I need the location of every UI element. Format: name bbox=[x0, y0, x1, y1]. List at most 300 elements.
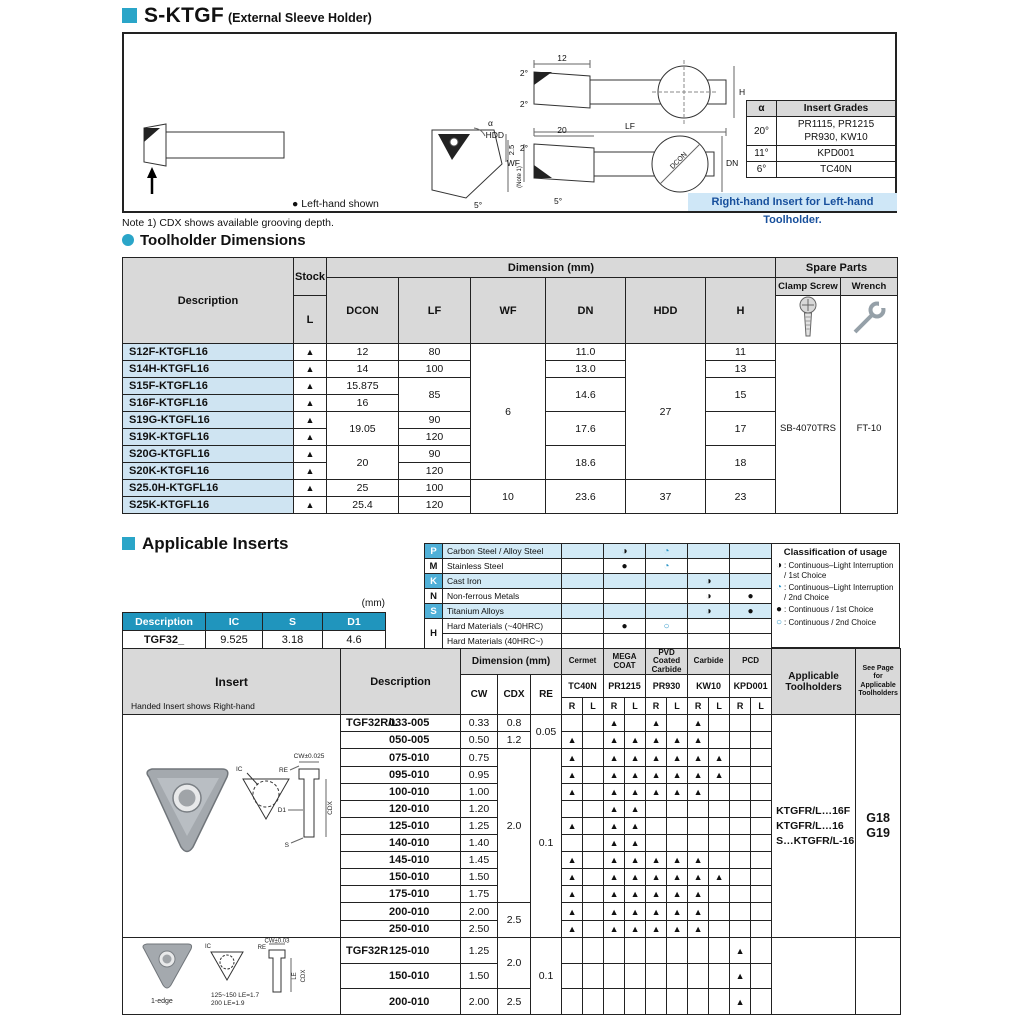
grade-availability-mark bbox=[709, 852, 730, 869]
re-value: 0.05 bbox=[531, 715, 562, 749]
grade-availability-mark bbox=[562, 989, 583, 1015]
cw-value: 1.75 bbox=[461, 886, 498, 903]
insert-dimensions-table bbox=[122, 612, 386, 649]
usage-mark bbox=[562, 544, 604, 559]
mm-unit-label: (mm) bbox=[361, 598, 385, 609]
usage-mark: ◑ bbox=[688, 604, 730, 619]
grade-availability-mark bbox=[751, 732, 772, 749]
dimension-value: 85 bbox=[399, 378, 471, 412]
dim-20-label: 20 bbox=[557, 125, 567, 135]
usage-mark bbox=[604, 634, 646, 649]
dims-ic-header: IC bbox=[206, 613, 263, 631]
legend-text: : Continuous–Light Interruption / 1st Choice bbox=[784, 561, 894, 580]
grade-availability-mark bbox=[709, 818, 730, 835]
grade-availability-mark bbox=[730, 852, 751, 869]
dimension-value: 18 bbox=[706, 446, 776, 480]
material-label: Titanium Alloys bbox=[443, 604, 562, 619]
insert-description bbox=[341, 938, 461, 964]
grade-availability-mark bbox=[604, 989, 625, 1015]
toolholder-row bbox=[123, 344, 898, 361]
ic-label: IC bbox=[236, 766, 243, 774]
insert-header-title: Insert bbox=[215, 674, 248, 689]
toolholder-description: S19G-KTGFL16 bbox=[123, 412, 294, 429]
insert-outline-drawing bbox=[211, 944, 291, 992]
insert-description bbox=[341, 921, 461, 938]
grade-availability-mark: ▲ bbox=[562, 784, 583, 801]
toolholder-description: S19K-KTGFL16 bbox=[123, 429, 294, 446]
grade-availability-mark bbox=[730, 749, 751, 767]
grade-availability-mark bbox=[583, 903, 604, 921]
dimension-value: 25.4 bbox=[327, 497, 399, 514]
col-hdd-header: HDD bbox=[626, 278, 706, 344]
insert-number: 033-005 bbox=[389, 717, 430, 730]
stock-mark: ▲ bbox=[294, 395, 327, 412]
material-row bbox=[425, 619, 772, 634]
grade-availability-mark bbox=[646, 801, 667, 818]
grade-availability-mark bbox=[562, 963, 583, 989]
col-dcon-header: DCON bbox=[327, 278, 399, 344]
dimension-value: 11 bbox=[706, 344, 776, 361]
page-ref: G19 bbox=[866, 826, 890, 841]
grade-code-tc40n: TC40N bbox=[562, 675, 604, 698]
grade-availability-mark: ▲ bbox=[625, 869, 646, 886]
applicable-inserts-table bbox=[122, 648, 901, 1015]
toolholder-description: S14H-KTGFL16 bbox=[123, 361, 294, 378]
spare-part-value: FT-10 bbox=[841, 344, 898, 514]
dimension-value: 20 bbox=[327, 446, 399, 480]
col-h-header: H bbox=[706, 278, 776, 344]
dims-description-header: Description bbox=[123, 613, 206, 631]
grade-availability-mark bbox=[751, 715, 772, 732]
grades-angle-header: α bbox=[747, 101, 777, 117]
dimension-value: 17 bbox=[706, 412, 776, 446]
insert-description bbox=[341, 818, 461, 835]
grade-availability-mark bbox=[583, 852, 604, 869]
dim-12-label: 12 bbox=[557, 53, 567, 63]
cdx-value: 0.8 bbox=[498, 715, 531, 732]
rl-header: L bbox=[625, 698, 646, 715]
grade-availability-mark bbox=[688, 801, 709, 818]
usage-mark bbox=[730, 544, 772, 559]
grade-angle: 11° bbox=[747, 146, 777, 162]
insert-description bbox=[341, 835, 461, 852]
insert-description bbox=[341, 903, 461, 921]
usage-mark bbox=[562, 574, 604, 589]
cw-value: 1.45 bbox=[461, 852, 498, 869]
grade-availability-mark: ▲ bbox=[604, 818, 625, 835]
insert-description bbox=[341, 767, 461, 784]
usage-mark: ◑ bbox=[604, 544, 646, 559]
usage-mark: ◑ bbox=[688, 574, 730, 589]
grade-availability-mark bbox=[646, 938, 667, 964]
grade-availability-mark: ▲ bbox=[688, 852, 709, 869]
col-stock-l-header: L bbox=[294, 296, 327, 344]
col-spare-parts-header: Spare Parts bbox=[776, 258, 898, 278]
usage-mark bbox=[604, 589, 646, 604]
grade-availability-mark bbox=[709, 938, 730, 964]
grade-availability-mark bbox=[562, 835, 583, 852]
grade-availability-mark: ▲ bbox=[667, 784, 688, 801]
grade-availability-mark bbox=[709, 784, 730, 801]
grade-availability-mark bbox=[667, 818, 688, 835]
applicable-toolholders-cell bbox=[772, 938, 856, 1015]
insert-number: 200-010 bbox=[389, 905, 430, 918]
dim-2-5-label: 2.5 bbox=[507, 144, 516, 156]
insert-number: 145-010 bbox=[389, 854, 430, 867]
workpiece-material-table bbox=[424, 543, 772, 649]
usage-mark bbox=[562, 589, 604, 604]
dcon-label: DCON bbox=[669, 151, 689, 171]
rl-header: R bbox=[562, 698, 583, 715]
spare-part-value: SB-4070TRS bbox=[776, 344, 841, 514]
grade-availability-mark: ▲ bbox=[667, 921, 688, 938]
dimension-value: 80 bbox=[399, 344, 471, 361]
insert-drawing-group1 bbox=[123, 715, 339, 934]
dimension-value: 100 bbox=[399, 480, 471, 497]
insert-description bbox=[341, 784, 461, 801]
grade-availability-mark: ▲ bbox=[625, 784, 646, 801]
le-note-125: 125~150 LE=1.7 bbox=[211, 992, 260, 1000]
grade-availability-mark bbox=[583, 784, 604, 801]
rl-header: R bbox=[688, 698, 709, 715]
grade-availability-mark bbox=[709, 835, 730, 852]
stock-mark: ▲ bbox=[294, 446, 327, 463]
usage-mark: ● bbox=[604, 619, 646, 634]
insert-number: 175-010 bbox=[389, 888, 430, 901]
dimension-value: 23 bbox=[706, 480, 776, 514]
grade-line: TC40N bbox=[820, 164, 852, 175]
usage-mark bbox=[730, 574, 772, 589]
col-dimension-mm-header: Dimension (mm) bbox=[461, 649, 562, 675]
dimension-value: 6 bbox=[471, 344, 546, 480]
angle-2deg-lower-label: 2° bbox=[519, 143, 528, 153]
usage-mark bbox=[730, 634, 772, 649]
grade-availability-mark: ▲ bbox=[604, 852, 625, 869]
cw-value: 0.75 bbox=[461, 749, 498, 767]
grade-names bbox=[777, 162, 896, 178]
grade-availability-mark: ▲ bbox=[625, 732, 646, 749]
insert-description bbox=[341, 852, 461, 869]
material-row bbox=[425, 589, 772, 604]
grade-availability-mark bbox=[688, 938, 709, 964]
insert-description bbox=[341, 732, 461, 749]
one-edge-label: 1-edge bbox=[151, 998, 173, 1006]
grade-group-carbide: Carbide bbox=[688, 649, 730, 675]
grade-availability-mark bbox=[709, 801, 730, 818]
grade-availability-mark bbox=[583, 715, 604, 732]
insert-number: 125-010 bbox=[389, 820, 430, 833]
usage-mark bbox=[730, 559, 772, 574]
grade-availability-mark: ▲ bbox=[562, 869, 583, 886]
grade-availability-mark bbox=[625, 715, 646, 732]
grade-names bbox=[777, 146, 896, 162]
grade-availability-mark bbox=[688, 835, 709, 852]
insert-grade-row bbox=[747, 162, 896, 178]
usage-mark bbox=[604, 604, 646, 619]
legend-symbol: ◑ bbox=[776, 560, 783, 571]
grade-line: PR1115, PR1215 bbox=[797, 119, 875, 130]
cw-value: 0.50 bbox=[461, 732, 498, 749]
grade-availability-mark: ▲ bbox=[688, 869, 709, 886]
grade-availability-mark bbox=[688, 989, 709, 1015]
grade-availability-mark bbox=[646, 818, 667, 835]
dims-s-header: S bbox=[263, 613, 323, 631]
grade-availability-mark: ▲ bbox=[625, 801, 646, 818]
applicable-inserts-title: Applicable Inserts bbox=[142, 534, 289, 553]
rl-header: R bbox=[730, 698, 751, 715]
toolholder-ref: S…KTGFR/L-16 bbox=[776, 834, 855, 847]
insert-series-prefix: TGF32R/L bbox=[346, 717, 398, 730]
insert-series-prefix: TGF32R bbox=[346, 944, 389, 957]
grade-availability-mark bbox=[583, 921, 604, 938]
material-label: Hard Materials (40HRC~) bbox=[443, 634, 562, 649]
col-cw-header: CW bbox=[461, 675, 498, 715]
insert-number: 100-010 bbox=[389, 786, 430, 799]
ic-label: IC bbox=[205, 944, 211, 951]
section-square-icon bbox=[122, 8, 137, 23]
grade-availability-mark: ▲ bbox=[562, 818, 583, 835]
rl-header: R bbox=[646, 698, 667, 715]
grade-availability-mark: ▲ bbox=[667, 749, 688, 767]
grade-group-megacoat: MEGA COAT bbox=[604, 649, 646, 675]
grade-availability-mark: ▲ bbox=[688, 715, 709, 732]
grade-availability-mark bbox=[667, 801, 688, 818]
left-hand-shown-note: ● Left-hand shown bbox=[292, 198, 379, 210]
applicable-toolholders-cell bbox=[772, 715, 856, 938]
toolholder-dimensions-table bbox=[122, 257, 898, 514]
material-label: Stainless Steel bbox=[443, 559, 562, 574]
grade-availability-mark: ▲ bbox=[709, 767, 730, 784]
grade-availability-mark bbox=[751, 818, 772, 835]
grade-availability-mark: ▲ bbox=[604, 749, 625, 767]
stock-mark: ▲ bbox=[294, 497, 327, 514]
material-row bbox=[425, 574, 772, 589]
grade-availability-mark bbox=[583, 886, 604, 903]
grade-availability-mark bbox=[730, 715, 751, 732]
grade-availability-mark bbox=[625, 963, 646, 989]
grade-availability-mark bbox=[730, 784, 751, 801]
insert-description bbox=[341, 715, 461, 732]
cw-value: 1.00 bbox=[461, 784, 498, 801]
stock-mark: ▲ bbox=[294, 480, 327, 497]
grade-availability-mark: ▲ bbox=[604, 767, 625, 784]
grade-availability-mark bbox=[730, 818, 751, 835]
grade-availability-mark bbox=[751, 801, 772, 818]
col-insert-header bbox=[123, 649, 341, 715]
grade-availability-mark bbox=[709, 921, 730, 938]
grade-availability-mark: ▲ bbox=[646, 903, 667, 921]
page-title: S-KTGF bbox=[144, 4, 224, 27]
legend-symbol: ○ bbox=[776, 617, 783, 629]
usage-mark: ◔ bbox=[646, 544, 688, 559]
usage-mark bbox=[646, 574, 688, 589]
dims-d1-header: D1 bbox=[323, 613, 386, 631]
grade-availability-mark: ▲ bbox=[604, 835, 625, 852]
right-hand-insert-note: Right-hand Insert for Left-hand Toolholder. bbox=[688, 193, 897, 211]
insert-description bbox=[341, 989, 461, 1015]
grade-availability-mark: ▲ bbox=[688, 749, 709, 767]
grade-availability-mark bbox=[730, 903, 751, 921]
handed-insert-note: Handed Insert shows Right-hand bbox=[131, 701, 255, 712]
cw-value: 1.20 bbox=[461, 801, 498, 818]
grade-availability-mark: ▲ bbox=[562, 921, 583, 938]
see-page-cell bbox=[856, 715, 901, 938]
legend-text: : Continuous–Light Interruption / 2nd Choice bbox=[784, 583, 894, 602]
grade-availability-mark: ▲ bbox=[625, 886, 646, 903]
usage-mark: ● bbox=[730, 604, 772, 619]
usage-mark bbox=[646, 604, 688, 619]
ic-value: 9.525 bbox=[206, 631, 263, 649]
col-dn-header: DN bbox=[546, 278, 626, 344]
grade-availability-mark bbox=[730, 921, 751, 938]
insert-number: 150-010 bbox=[389, 871, 430, 884]
insert-description bbox=[341, 801, 461, 818]
s-value: 3.18 bbox=[263, 631, 323, 649]
grade-availability-mark: ▲ bbox=[604, 801, 625, 818]
legend-title: Classification of usage bbox=[783, 547, 888, 558]
insert-number: 095-010 bbox=[389, 769, 430, 782]
grade-group-pcd: PCD bbox=[730, 649, 772, 675]
grade-availability-mark bbox=[751, 835, 772, 852]
insert-drawing-group2 bbox=[123, 938, 339, 1011]
usage-mark bbox=[646, 589, 688, 604]
angle-2deg-top-label: 2° bbox=[519, 68, 528, 78]
legend-item bbox=[776, 583, 895, 602]
grade-availability-mark bbox=[751, 938, 772, 964]
dimension-value: 37 bbox=[626, 480, 706, 514]
grade-availability-mark: ▲ bbox=[562, 903, 583, 921]
insert-grade-row bbox=[747, 117, 896, 146]
grade-availability-mark: ▲ bbox=[667, 903, 688, 921]
grade-availability-mark bbox=[583, 818, 604, 835]
insert-drawing-cell bbox=[123, 938, 341, 1015]
grade-availability-mark bbox=[730, 801, 751, 818]
cw-value: 0.33 bbox=[461, 715, 498, 732]
grade-availability-mark: ▲ bbox=[730, 938, 751, 964]
page-header bbox=[122, 4, 372, 28]
d1-value: 4.6 bbox=[323, 631, 386, 649]
grade-group-pvd: PVD Coated Carbide bbox=[646, 649, 688, 675]
angle-5deg-detail-label: 5° bbox=[474, 200, 483, 210]
grade-code-kpd001: KPD001 bbox=[730, 675, 772, 698]
dimension-value: 90 bbox=[399, 412, 471, 429]
cw-value: 1.25 bbox=[461, 818, 498, 835]
insert-number: 150-010 bbox=[389, 970, 430, 983]
col-insert-description-header: Description bbox=[341, 649, 461, 715]
material-code: S bbox=[425, 604, 443, 619]
col-dimension-header: Dimension (mm) bbox=[327, 258, 776, 278]
grade-availability-mark: ▲ bbox=[667, 852, 688, 869]
grade-availability-mark bbox=[730, 869, 751, 886]
insert-dims-row bbox=[123, 631, 386, 649]
dimension-value: 100 bbox=[399, 361, 471, 378]
col-description-header: Description bbox=[123, 258, 294, 344]
dimension-value: 23.6 bbox=[546, 480, 626, 514]
grade-availability-mark bbox=[751, 903, 772, 921]
grade-availability-mark bbox=[583, 938, 604, 964]
dimension-value: 25 bbox=[327, 480, 399, 497]
insert-drawing-cell bbox=[123, 715, 341, 938]
grade-availability-mark bbox=[583, 869, 604, 886]
cw-value: 1.50 bbox=[461, 869, 498, 886]
material-code: M bbox=[425, 559, 443, 574]
cw-value: 2.50 bbox=[461, 921, 498, 938]
usage-mark bbox=[562, 604, 604, 619]
rl-header: L bbox=[583, 698, 604, 715]
material-code: K bbox=[425, 574, 443, 589]
insert-profile-drawing bbox=[288, 762, 326, 843]
dimension-value: 15 bbox=[706, 378, 776, 412]
insert-number: 140-010 bbox=[389, 837, 430, 850]
page-ref: G18 bbox=[866, 811, 890, 826]
page-subtitle: (External Sleeve Holder) bbox=[227, 11, 372, 25]
grade-availability-mark: ▲ bbox=[562, 852, 583, 869]
grade-availability-mark bbox=[751, 886, 772, 903]
rl-header: L bbox=[667, 698, 688, 715]
grade-availability-mark bbox=[730, 835, 751, 852]
rl-header: L bbox=[709, 698, 730, 715]
grade-angle: 20° bbox=[747, 117, 777, 146]
grade-angle: 6° bbox=[747, 162, 777, 178]
usage-mark bbox=[646, 634, 688, 649]
grade-availability-mark: ▲ bbox=[625, 903, 646, 921]
angle-5deg-lower-label: 5° bbox=[554, 196, 563, 206]
dimension-value: 14.6 bbox=[546, 378, 626, 412]
grade-availability-mark: ▲ bbox=[667, 767, 688, 784]
grade-availability-mark: ▲ bbox=[688, 732, 709, 749]
insert-row bbox=[123, 715, 901, 732]
dimension-value: 10 bbox=[471, 480, 546, 514]
rl-header: R bbox=[604, 698, 625, 715]
grade-availability-mark: ▲ bbox=[625, 767, 646, 784]
grade-availability-mark bbox=[751, 852, 772, 869]
material-code: H bbox=[425, 619, 443, 649]
cdx-label: CDX bbox=[301, 969, 307, 983]
cw-tolerance-label: CW±0.03 bbox=[264, 938, 290, 945]
grade-availability-mark: ▲ bbox=[646, 715, 667, 732]
insert-photo bbox=[147, 769, 228, 852]
grade-availability-mark bbox=[604, 938, 625, 964]
toolholder-ref: KTGFR/L…16F bbox=[776, 804, 851, 817]
dimension-value: 120 bbox=[399, 497, 471, 514]
grade-availability-mark: ▲ bbox=[562, 767, 583, 784]
dimension-value: 18.6 bbox=[546, 446, 626, 480]
material-label: Carbon Steel / Alloy Steel bbox=[443, 544, 562, 559]
grade-availability-mark: ▲ bbox=[562, 886, 583, 903]
stock-mark: ▲ bbox=[294, 463, 327, 480]
dimension-value: 90 bbox=[399, 446, 471, 463]
grade-availability-mark bbox=[646, 963, 667, 989]
dimension-value: 14 bbox=[327, 361, 399, 378]
grade-availability-mark bbox=[751, 963, 772, 989]
applicable-inserts-heading bbox=[122, 534, 288, 554]
grade-availability-mark bbox=[583, 749, 604, 767]
toolholder-description: S20K-KTGFL16 bbox=[123, 463, 294, 480]
re-value: 0.1 bbox=[531, 938, 562, 1015]
grade-availability-mark: ▲ bbox=[604, 732, 625, 749]
toolholder-description: S20G-KTGFL16 bbox=[123, 446, 294, 463]
le-note-200: 200 LE=1.9 bbox=[211, 1000, 245, 1008]
legend-item bbox=[776, 605, 895, 615]
grade-availability-mark bbox=[562, 938, 583, 964]
insert-number: 120-010 bbox=[389, 803, 430, 816]
grade-availability-mark bbox=[583, 963, 604, 989]
legend-item bbox=[776, 618, 895, 628]
usage-mark bbox=[688, 559, 730, 574]
grade-availability-mark bbox=[667, 938, 688, 964]
grade-code-kw10: KW10 bbox=[688, 675, 730, 698]
grade-availability-mark bbox=[562, 715, 583, 732]
